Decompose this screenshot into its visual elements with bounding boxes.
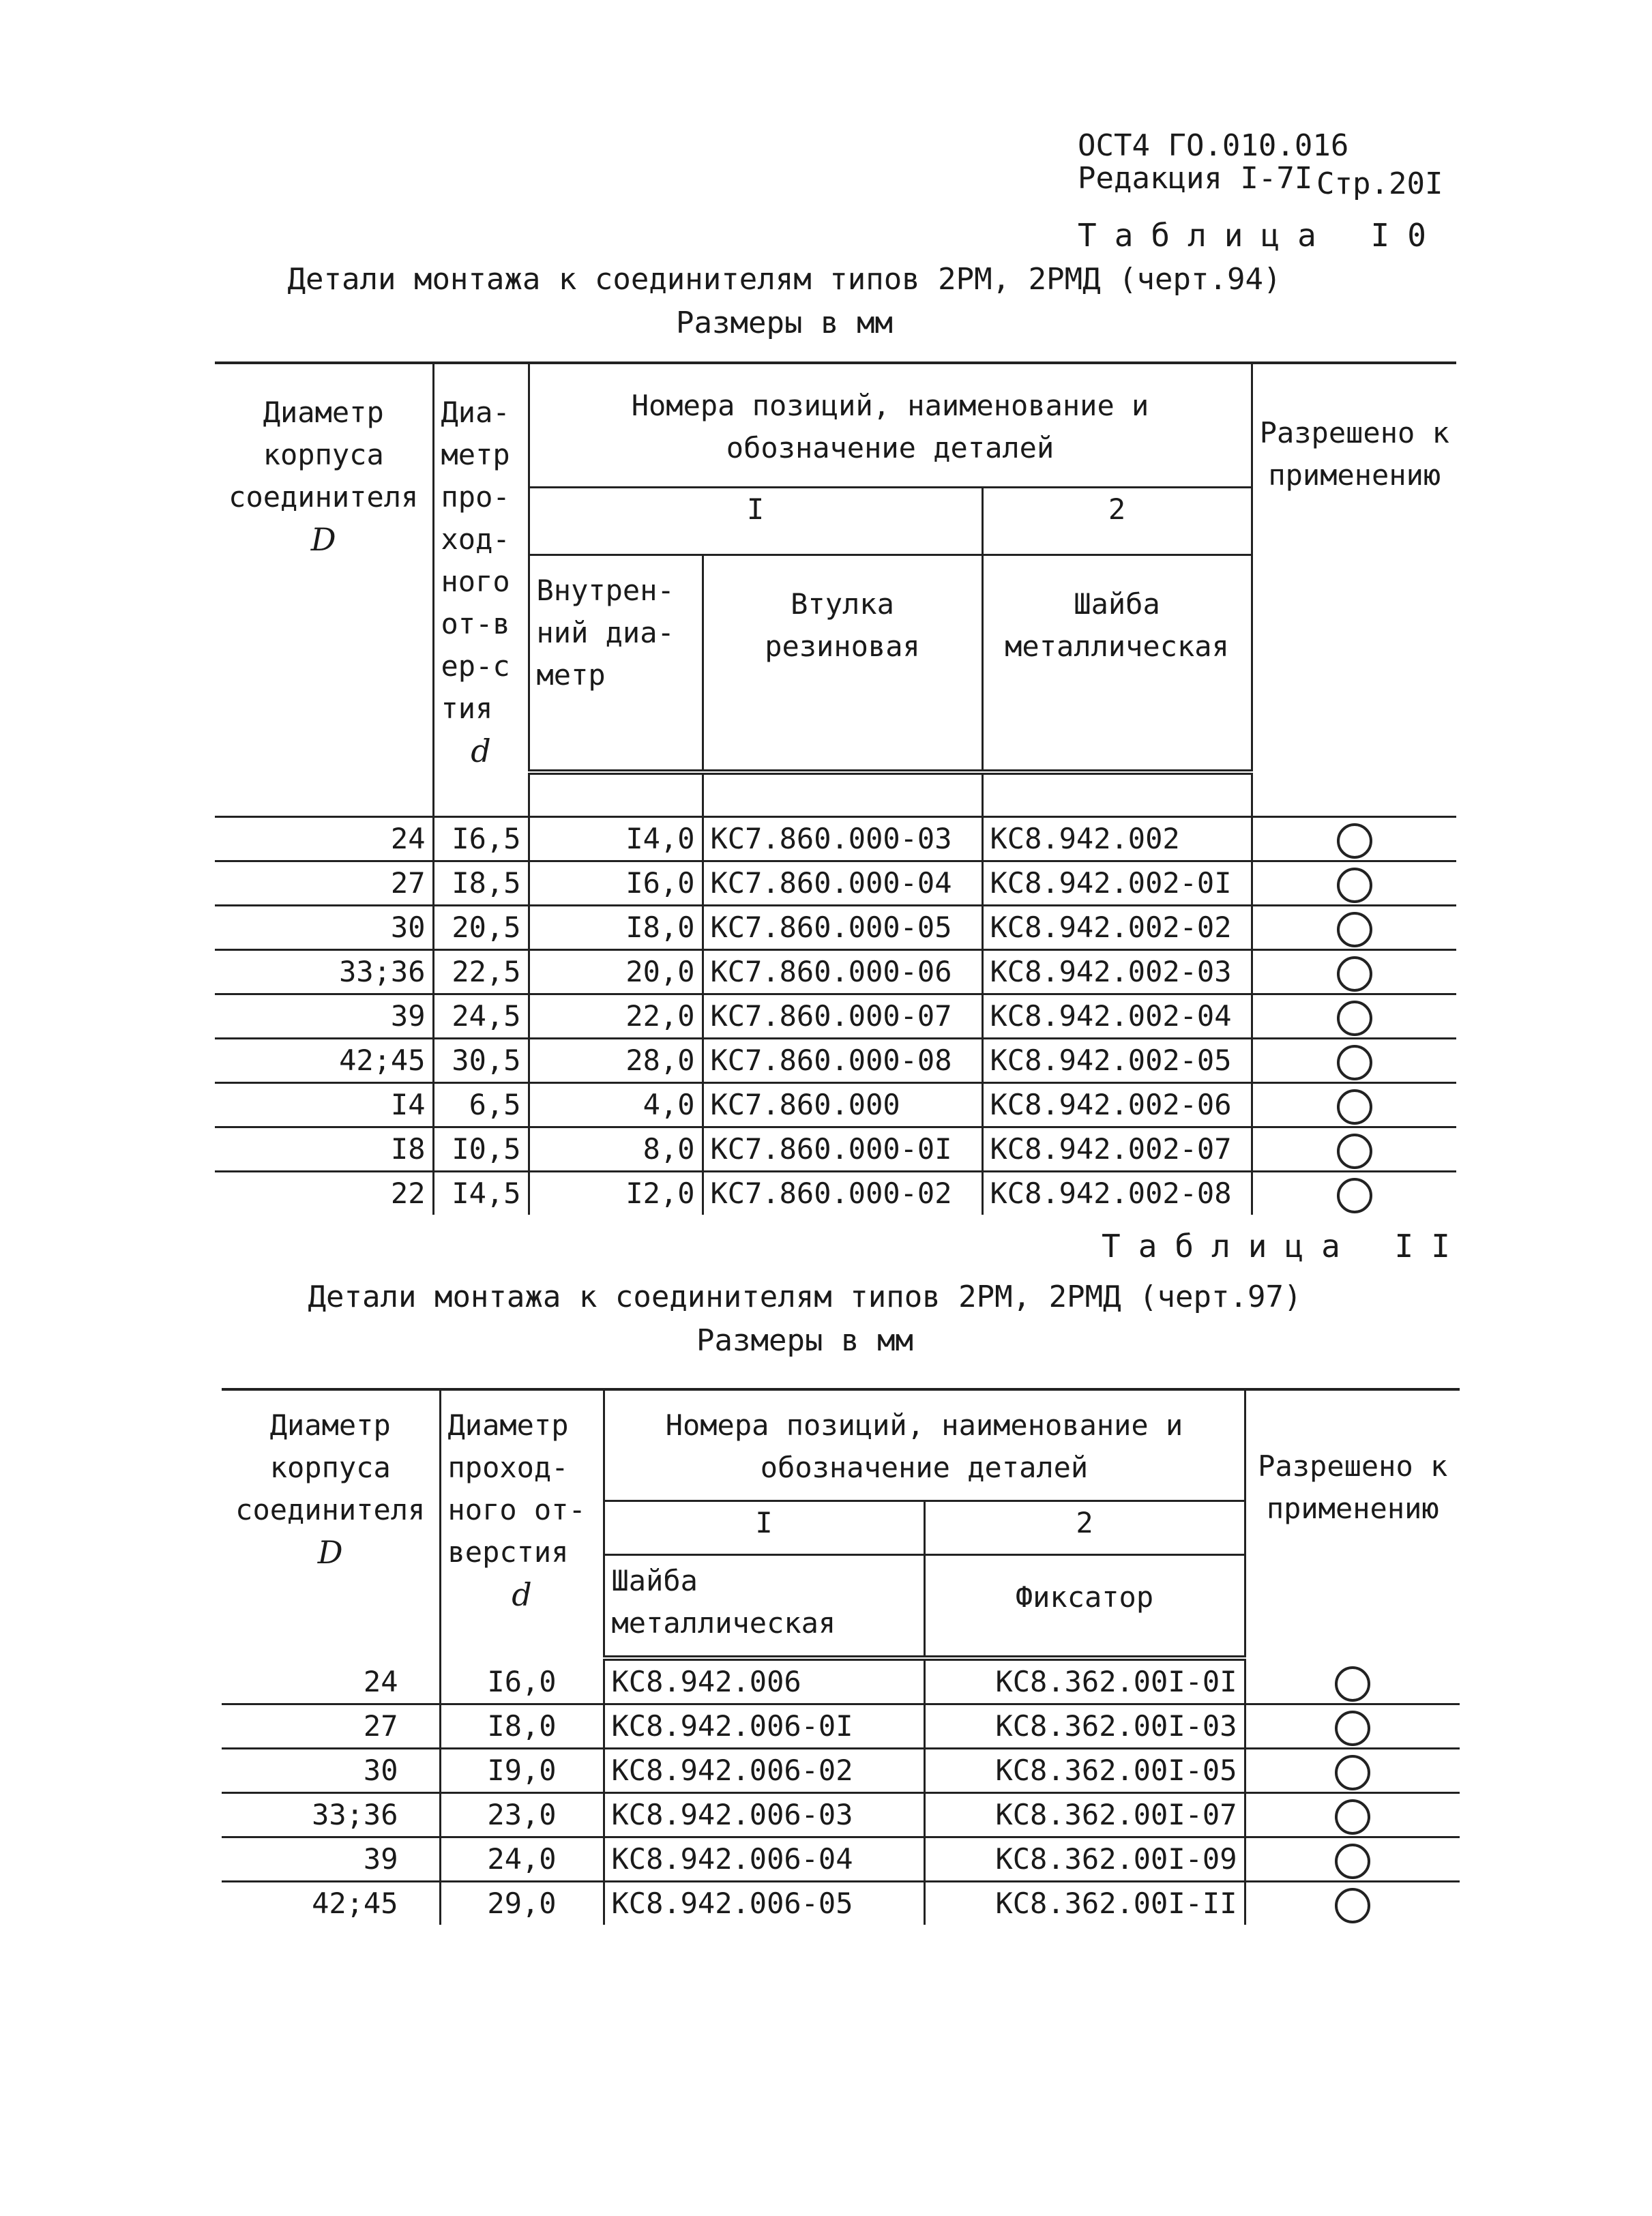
allowed-circle-icon	[1335, 1844, 1370, 1879]
cell-inner: 28,0	[529, 1039, 703, 1083]
table10	[215, 361, 1456, 1215]
table10-units: Размеры в мм	[676, 306, 893, 340]
allowed-circle-icon	[1335, 1888, 1370, 1923]
cell-D: 27	[215, 861, 433, 906]
header-allowed: Разрешено к применению	[1252, 363, 1456, 772]
header-body-diameter: Диаметр корпуса соединителя D	[222, 1389, 440, 1658]
table-row	[215, 817, 1456, 861]
allowed-circle-icon	[1337, 1178, 1372, 1213]
header-fixer: Фиксатор	[924, 1555, 1245, 1659]
cell-allowed	[1245, 1704, 1460, 1749]
cell-inner: 4,0	[529, 1083, 703, 1127]
cell-inner: 8,0	[529, 1127, 703, 1172]
cell-D: 24	[222, 1658, 440, 1704]
allowed-circle-icon	[1337, 823, 1372, 859]
cell-d: 24,5	[433, 994, 529, 1039]
cell-allowed	[1252, 861, 1456, 906]
cell-d: I6,0	[440, 1658, 604, 1704]
allowed-circle-icon	[1335, 1799, 1370, 1835]
table-row	[222, 1749, 1460, 1793]
table-row	[215, 994, 1456, 1039]
cell-washer: КС8.942.006-0I	[604, 1704, 924, 1749]
header-inner-diameter: Внутрен-ний диа-метр	[529, 555, 703, 772]
cell-bushing: КС7.860.000-05	[703, 906, 982, 950]
cell-washer: КС8.942.006-02	[604, 1749, 924, 1793]
allowed-circle-icon	[1337, 912, 1372, 947]
cell-allowed	[1252, 1127, 1456, 1172]
cell-fixer: КС8.362.00I-07	[924, 1793, 1245, 1837]
table-row	[222, 1882, 1460, 1925]
cell-d: 6,5	[433, 1083, 529, 1127]
cell-washer: КС8.942.002-04	[982, 994, 1252, 1039]
cell-D: 39	[215, 994, 433, 1039]
cell-d: 30,5	[433, 1039, 529, 1083]
cell-bushing: КС7.860.000-07	[703, 994, 982, 1039]
cell-allowed	[1245, 1749, 1460, 1793]
cell-fixer: КС8.362.00I-09	[924, 1837, 1245, 1882]
allowed-circle-icon	[1337, 956, 1372, 992]
edition-label: Редакция I-7I	[1078, 161, 1313, 196]
cell-washer: КС8.942.006-03	[604, 1793, 924, 1837]
page-number: Стр.20I	[1316, 166, 1443, 201]
cell-d: 23,0	[440, 1793, 604, 1837]
table11-title: Детали монтажа к соединителям типов 2РМ, 2РМД (черт.97)	[308, 1280, 1302, 1314]
header-position-2: 2	[982, 487, 1252, 555]
allowed-circle-icon	[1337, 1089, 1372, 1125]
cell-d: I0,5	[433, 1127, 529, 1172]
cell-washer: КС8.942.006-04	[604, 1837, 924, 1882]
cell-inner: I6,0	[529, 861, 703, 906]
table-row	[222, 1793, 1460, 1837]
cell-inner: I2,0	[529, 1172, 703, 1215]
cell-bushing: КС7.860.000	[703, 1083, 982, 1127]
allowed-circle-icon	[1335, 1666, 1370, 1702]
cell-bushing: КС7.860.000-02	[703, 1172, 982, 1215]
document-code: ОСТ4 ГО.010.016	[1078, 128, 1349, 163]
cell-d: I4,5	[433, 1172, 529, 1215]
header-body-diameter: Диаметр корпуса соединителя D	[215, 363, 433, 772]
cell-D: I8	[215, 1127, 433, 1172]
cell-allowed	[1245, 1793, 1460, 1837]
cell-bushing: КС7.860.000-04	[703, 861, 982, 906]
header-hole-diameter: Диа-метр про-ход-ного от-вер-стия d	[433, 363, 529, 772]
cell-fixer: КС8.362.00I-II	[924, 1882, 1245, 1925]
header-position-2: 2	[924, 1501, 1245, 1555]
allowed-circle-icon	[1335, 1711, 1370, 1746]
table10-title: Детали монтажа к соединителям типов 2РМ, 2РМД (черт.94)	[287, 262, 1282, 297]
allowed-circle-icon	[1335, 1755, 1370, 1790]
cell-fixer: КС8.362.00I-03	[924, 1704, 1245, 1749]
table11-units: Размеры в мм	[696, 1323, 913, 1358]
cell-washer: КС8.942.006-05	[604, 1882, 924, 1925]
table-row	[222, 1704, 1460, 1749]
table10-label: Таблица I0	[1078, 217, 1444, 254]
table-row	[215, 1083, 1456, 1127]
header-metal-washer: Шайба металлическая	[982, 555, 1252, 772]
cell-D: 42;45	[222, 1882, 440, 1925]
table-row	[215, 906, 1456, 950]
cell-d: I8,5	[433, 861, 529, 906]
header-metal-washer: Шайба металлическая	[604, 1555, 924, 1659]
cell-inner: I4,0	[529, 817, 703, 861]
table-row	[222, 1658, 1460, 1704]
table-row	[215, 950, 1456, 994]
header-positions-group: Номера позиций, наименование и обозначение деталей	[604, 1389, 1245, 1501]
cell-allowed	[1252, 1083, 1456, 1127]
table-row	[222, 1837, 1460, 1882]
allowed-circle-icon	[1337, 868, 1372, 903]
cell-bushing: КС7.860.000-08	[703, 1039, 982, 1083]
symbol-d: d	[471, 733, 491, 769]
cell-D: 30	[215, 906, 433, 950]
cell-d: 24,0	[440, 1837, 604, 1882]
header-position-1: I	[604, 1501, 924, 1555]
cell-washer: КС8.942.002-08	[982, 1172, 1252, 1215]
cell-fixer: КС8.362.00I-05	[924, 1749, 1245, 1793]
cell-washer: КС8.942.006	[604, 1658, 924, 1704]
cell-inner: 20,0	[529, 950, 703, 994]
cell-D: 24	[215, 817, 433, 861]
table-row	[215, 1172, 1456, 1215]
cell-D: 30	[222, 1749, 440, 1793]
header-allowed: Разрешено к применению	[1245, 1389, 1460, 1658]
table-row	[215, 1039, 1456, 1083]
cell-washer: КС8.942.002-06	[982, 1083, 1252, 1127]
symbol-D: D	[317, 1534, 343, 1571]
cell-allowed	[1252, 1172, 1456, 1215]
cell-bushing: КС7.860.000-0I	[703, 1127, 982, 1172]
cell-washer: КС8.942.002-05	[982, 1039, 1252, 1083]
table-row	[215, 861, 1456, 906]
cell-washer: КС8.942.002-0I	[982, 861, 1252, 906]
cell-washer: КС8.942.002	[982, 817, 1252, 861]
cell-D: I4	[215, 1083, 433, 1127]
cell-washer: КС8.942.002-03	[982, 950, 1252, 994]
cell-allowed	[1252, 950, 1456, 994]
cell-d: I9,0	[440, 1749, 604, 1793]
cell-d: 22,5	[433, 950, 529, 994]
allowed-circle-icon	[1337, 1045, 1372, 1080]
cell-d: 20,5	[433, 906, 529, 950]
symbol-D: D	[310, 521, 336, 558]
allowed-circle-icon	[1337, 1134, 1372, 1169]
header-positions-group: Номера позиций, наименование и обозначение деталей	[529, 363, 1252, 487]
cell-D: 33;36	[222, 1793, 440, 1837]
cell-allowed	[1245, 1837, 1460, 1882]
cell-D: 42;45	[215, 1039, 433, 1083]
cell-bushing: КС7.860.000-03	[703, 817, 982, 861]
cell-d: I8,0	[440, 1704, 604, 1749]
cell-inner: I8,0	[529, 906, 703, 950]
allowed-circle-icon	[1337, 1001, 1372, 1036]
cell-washer: КС8.942.002-02	[982, 906, 1252, 950]
cell-D: 39	[222, 1837, 440, 1882]
cell-d: I6,5	[433, 817, 529, 861]
table11	[222, 1388, 1460, 1925]
cell-bushing: КС7.860.000-06	[703, 950, 982, 994]
table-row	[215, 1127, 1456, 1172]
header-rubber-bushing: Втулка резиновая	[703, 555, 982, 772]
cell-allowed	[1252, 994, 1456, 1039]
cell-d: 29,0	[440, 1882, 604, 1925]
cell-D: 22	[215, 1172, 433, 1215]
cell-washer: КС8.942.002-07	[982, 1127, 1252, 1172]
cell-fixer: КС8.362.00I-0I	[924, 1658, 1245, 1704]
cell-allowed	[1245, 1882, 1460, 1925]
cell-inner: 22,0	[529, 994, 703, 1039]
cell-allowed	[1252, 1039, 1456, 1083]
table11-label: Таблица II	[1102, 1228, 1468, 1265]
symbol-d: d	[512, 1576, 532, 1613]
header-position-1: I	[529, 487, 982, 555]
header-hole-diameter: Диаметр проход-ного от-верстия d	[440, 1389, 604, 1658]
cell-D: 27	[222, 1704, 440, 1749]
cell-D: 33;36	[215, 950, 433, 994]
cell-allowed	[1252, 906, 1456, 950]
cell-allowed	[1252, 817, 1456, 861]
cell-allowed	[1245, 1658, 1460, 1704]
